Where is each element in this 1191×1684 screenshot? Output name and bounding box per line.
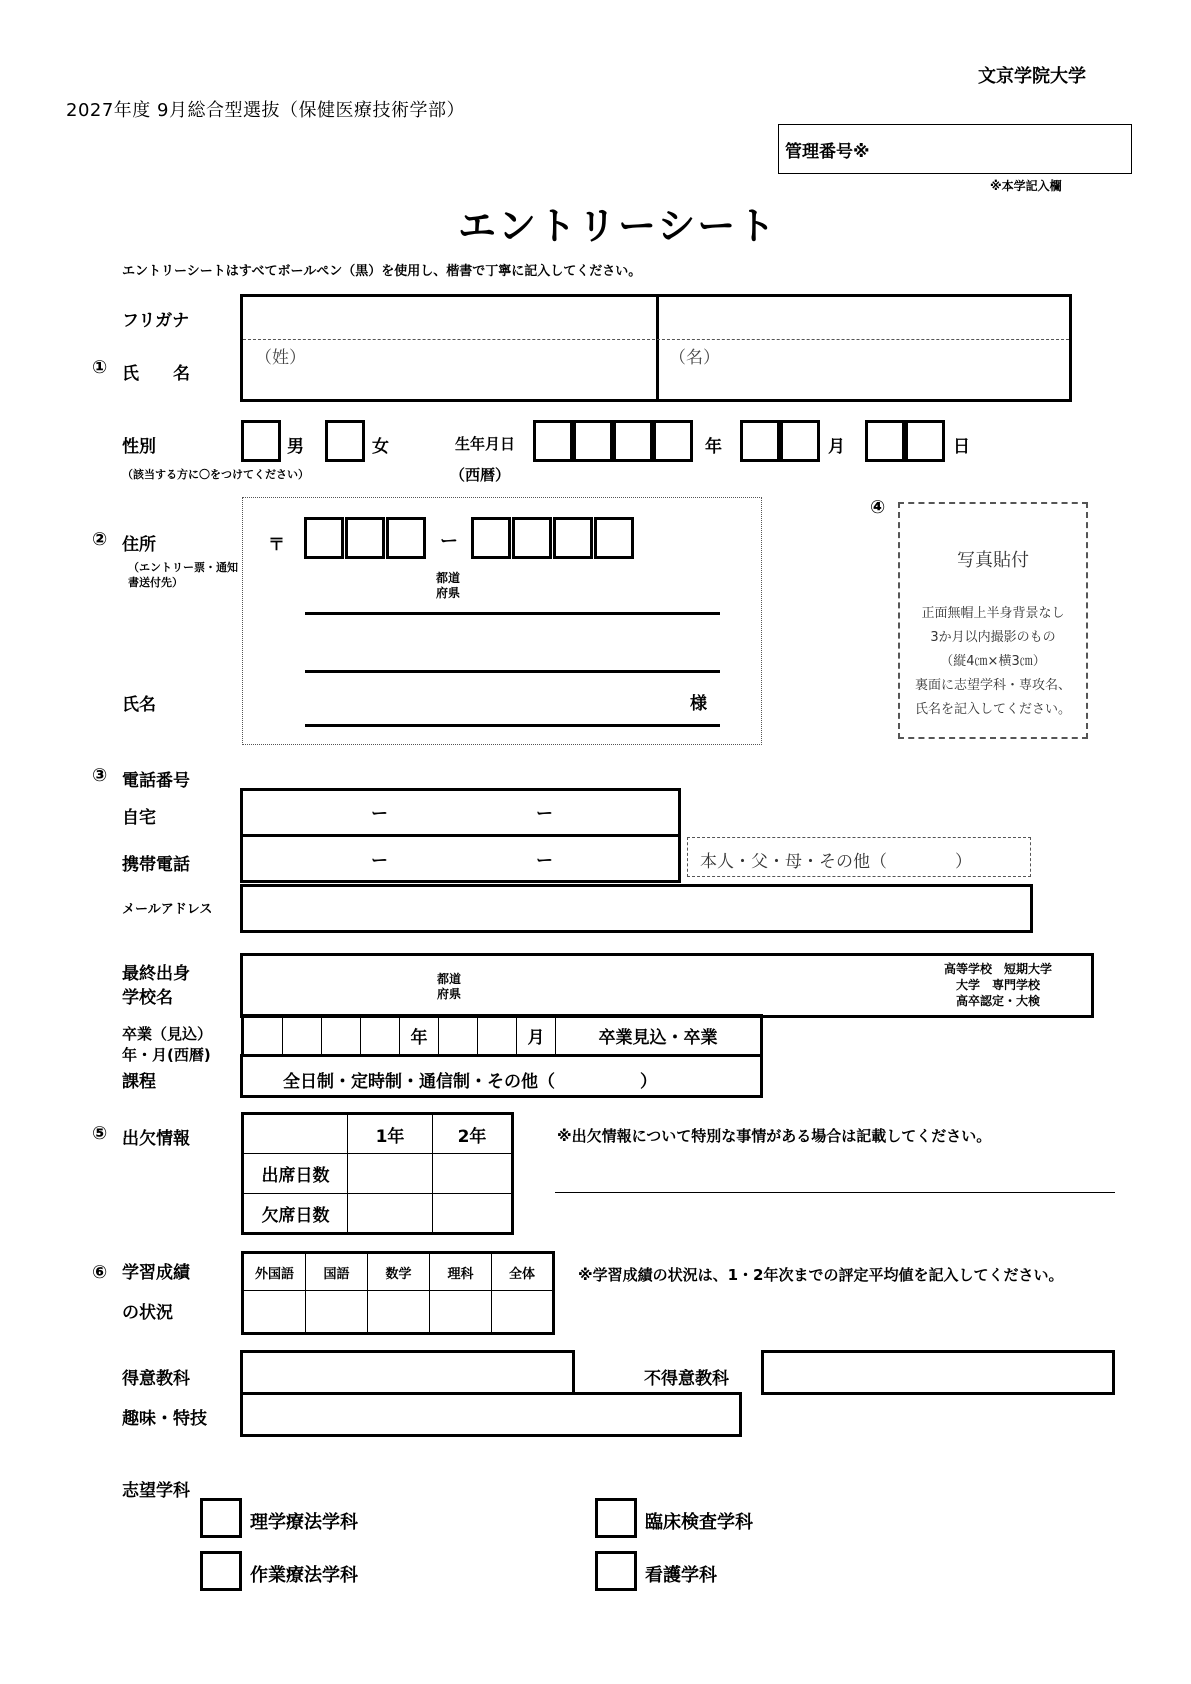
department-pt-checkbox[interactable] [200,1498,242,1538]
department-ns-label: 看護学科 [645,1565,717,1586]
gender-note: （該当する方に〇をつけてください） [122,468,309,481]
birth-day-label: 日 [953,437,970,457]
phone-label: 電話番号 [122,771,190,791]
surname-field[interactable] [243,340,654,399]
surname-hint: （姓） [255,348,306,368]
section-number-4: ④ [870,497,886,518]
department-ns-checkbox[interactable] [595,1551,637,1591]
grade-value-foreign[interactable] [243,1291,306,1334]
admin-number-label: 管理番号※ [785,142,870,162]
department-label: 志望学科 [122,1481,190,1501]
course-options: 全日制・定時制・通信制・その他（ ） [283,1072,657,1092]
hobby-field[interactable] [240,1392,742,1437]
department-ot-label: 作業療法学科 [250,1565,358,1586]
hobby-label: 趣味・特技 [122,1409,207,1429]
grade-value-science[interactable] [430,1291,492,1334]
attendance-label: 出欠情報 [122,1129,190,1149]
grades-table [241,1251,555,1335]
address-line-1[interactable] [305,612,720,615]
birth-month-digit-1[interactable] [740,420,780,462]
attendance-present-y1[interactable] [348,1154,433,1194]
grade-value-math[interactable] [368,1291,430,1334]
university-name: 文京学院大学 [978,66,1086,87]
postal-digit-2[interactable] [345,517,385,559]
bad-subject-field[interactable] [761,1350,1115,1395]
grade-subject-japanese: 国語 [306,1253,368,1291]
phone-owner-box[interactable] [687,837,1031,877]
section-number-6: ⑥ [92,1262,108,1283]
grade-subject-math: 数学 [368,1253,430,1291]
mobile-phone-label: 携帯電話 [122,855,190,875]
grad-year-digit-1[interactable] [243,1016,283,1056]
attendance-col-2: 2年 [433,1114,513,1154]
gender-female-label: 女 [372,437,389,457]
page-title: エントリーシート [458,204,778,248]
birth-era-note: （西暦） [450,466,511,484]
admin-number-box[interactable] [778,124,1132,174]
grad-month-label: 月 [517,1016,556,1056]
address-line-2[interactable] [305,670,720,673]
exam-title: 2027年度 9月総合型選抜（保健医療技術学部） [66,100,465,121]
bad-subject-label: 不得意教科 [644,1369,729,1389]
good-subject-label: 得意教科 [122,1369,190,1389]
grad-year-digit-3[interactable] [322,1016,361,1056]
section-number-2: ② [92,529,108,550]
birth-month-digit-2[interactable] [780,420,820,462]
section-number-3: ③ [92,765,108,786]
school-type-options[interactable]: 高等学校 短期大学 大学 専門学校 高卒認定・大検 [943,962,1052,1008]
phone-owner-options: 本人・父・母・その他（ ） [700,852,972,872]
birth-month-label: 月 [828,437,845,457]
attendance-row-absent: 欠席日数 [243,1194,348,1234]
address-prefecture-label: 都道 府県 [436,571,461,600]
graduation-label: 卒業（見込） 年・月(西暦) [122,1025,213,1064]
attendance-absent-y1[interactable] [348,1194,433,1234]
grad-year-digit-4[interactable] [361,1016,400,1056]
gender-female-box[interactable] [325,420,365,462]
section-number-1: ① [92,357,108,378]
grad-year-digit-2[interactable] [283,1016,322,1056]
furigana-label: フリガナ [122,311,190,331]
recipient-name-label: 氏名 [122,695,156,715]
attendance-present-y2[interactable] [433,1154,513,1194]
grad-year-label: 年 [400,1016,439,1056]
email-field[interactable] [240,884,1033,933]
postal-digit-1[interactable] [304,517,344,559]
birth-year-digit-1[interactable] [533,420,573,462]
grad-month-digit-1[interactable] [439,1016,478,1056]
gender-label: 性別 [122,437,156,457]
address-note: （エントリー票・通知書送付先） [128,561,238,589]
grades-label: 学習成績 の状況 [122,1263,190,1323]
furigana-given-field[interactable] [657,297,1069,337]
birth-label: 生年月日 [455,435,516,453]
birth-year-digit-4[interactable] [653,420,693,462]
birth-year-label: 年 [705,437,722,457]
home-phone-field[interactable]: ー ー [371,804,553,824]
school-label: 最終出身 学校名 [122,964,190,1008]
given-name-field[interactable] [657,340,1069,399]
photo-frame[interactable] [898,502,1088,739]
birth-year-digit-3[interactable] [613,420,653,462]
gender-male-label: 男 [287,437,304,457]
department-mt-label: 臨床検査学科 [645,1512,753,1533]
postal-mark: 〒 [268,535,285,555]
grade-value-japanese[interactable] [306,1291,368,1334]
school-name-field[interactable] [240,953,1094,1018]
grades-note: ※学習成績の状況は、1・2年次までの評定平均値を記入してください。 [578,1266,1064,1284]
department-ot-checkbox[interactable] [200,1551,242,1591]
grade-subject-foreign: 外国語 [243,1253,306,1291]
attendance-col-1: 1年 [348,1114,433,1154]
birth-day-digit-2[interactable] [905,420,945,462]
section-number-5: ⑤ [92,1123,108,1144]
email-label: メールアドレス [122,902,213,917]
grade-subject-overall: 全体 [492,1253,554,1291]
course-field[interactable] [240,1054,763,1098]
honorific: 様 [690,694,707,714]
recipient-name-line[interactable] [305,724,720,727]
postal-hyphen: ー [440,531,458,552]
department-pt-label: 理学療法学科 [250,1512,358,1533]
course-label: 課程 [122,1072,156,1092]
good-subject-field[interactable] [240,1350,575,1395]
instruction: エントリーシートはすべてボールペン（黒）を使用し、楷書で丁寧に記入してください。 [122,264,642,279]
postal-digit-7[interactable] [594,517,634,559]
attendance-note: ※出欠情報について特別な事情がある場合は記載してください。 [557,1127,992,1145]
attendance-absent-y2[interactable] [433,1194,513,1234]
photo-title: 写真貼付 [957,550,1029,571]
school-prefecture-label: 都道 府県 [437,972,462,1001]
grade-subject-science: 理科 [430,1253,492,1291]
grade-value-overall[interactable] [492,1291,554,1334]
attendance-table [241,1112,514,1235]
birth-day-digit-1[interactable] [865,420,905,462]
graduation-grid [241,1014,763,1057]
postal-digit-6[interactable] [553,517,593,559]
grad-status-options[interactable]: 卒業見込・卒業 [556,1016,762,1056]
photo-instructions: 正面無帽上半身背景なし 3か月以内撮影のもの （縦4㎝×横3㎝） 裏面に志望学科・専攻名、 氏名を記入してください。 [914,606,1071,717]
postal-digit-3[interactable] [386,517,426,559]
given-name-hint: （名） [669,348,720,368]
grad-month-digit-2[interactable] [478,1016,517,1056]
attendance-row-present: 出席日数 [243,1154,348,1194]
admin-note: ※本学記入欄 [990,179,1062,193]
postal-digit-4[interactable] [471,517,511,559]
name-label: 氏 名 [122,364,190,384]
mobile-phone-field[interactable]: ー ー [371,851,553,871]
furigana-surname-field[interactable] [243,297,654,337]
birth-year-digit-2[interactable] [573,420,613,462]
home-phone-label: 自宅 [122,808,156,828]
attendance-note-line[interactable] [555,1192,1115,1193]
postal-digit-5[interactable] [512,517,552,559]
department-mt-checkbox[interactable] [595,1498,637,1538]
gender-male-box[interactable] [241,420,281,462]
address-label: 住所 [122,535,156,555]
